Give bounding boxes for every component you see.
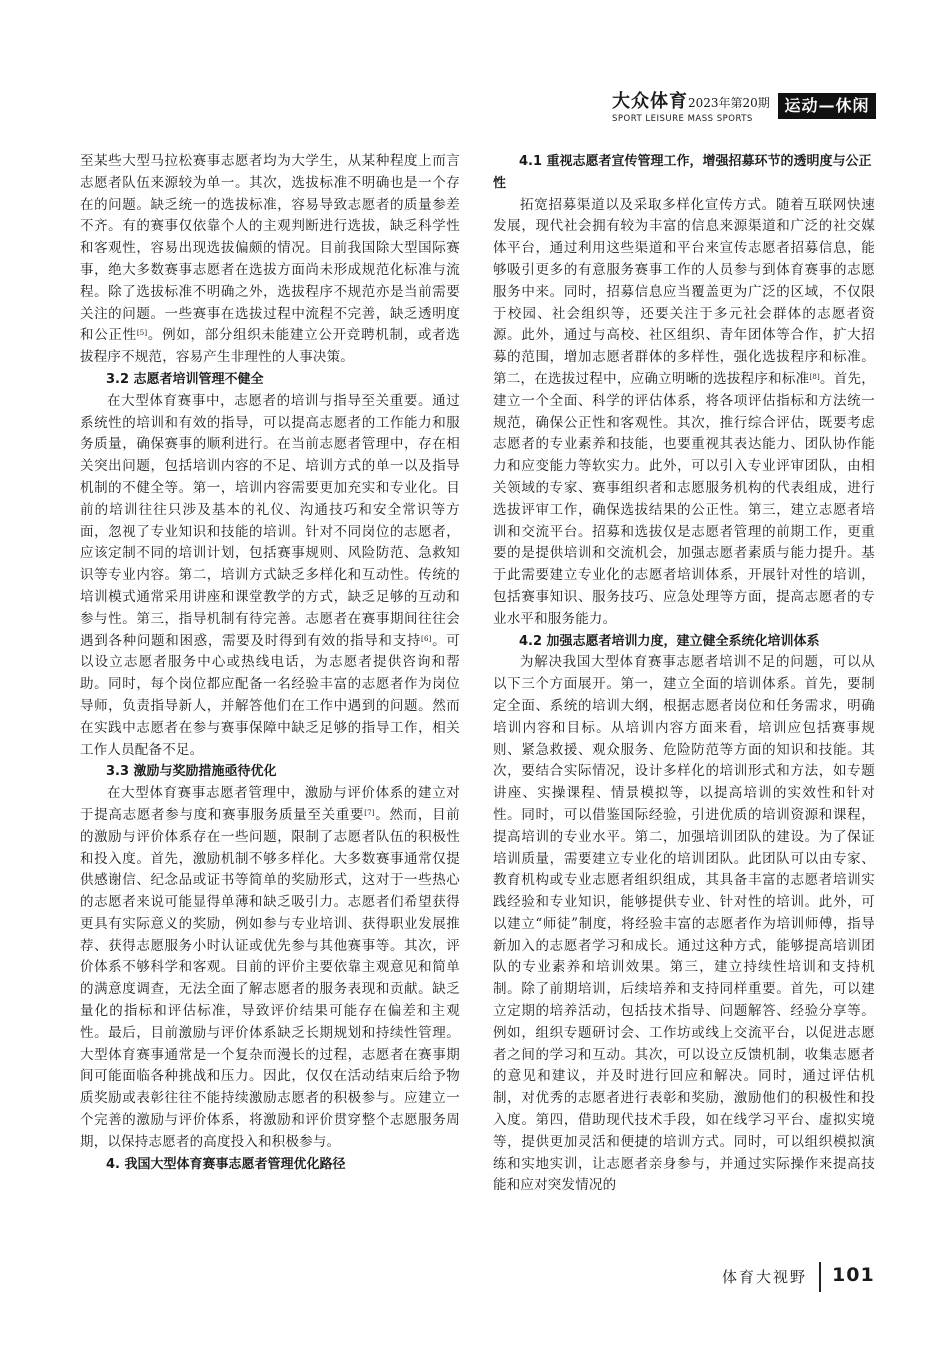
section-heading-4-1: 4.1 重视志愿者宣传管理工作，增强招募环节的透明度与公正性 [493,154,872,191]
paragraph: 在大型体育赛事志愿者管理中，激励与评价体系的建立对于提高志愿者参与度和赛事服务质量至关重要[7]。然而，目前的激励与评价体系存在一些问题，限制了志愿者队伍的积极性和投入度。首先，激励机制不够多样化。大多数赛事通常仅提供感谢信、纪念品或证书等简单的奖励形式，这对于一些热心的志愿者来说可能显得单薄和缺乏吸引力。志愿者们希望获得更具有实际意义的奖励，例如参与专业培训、获得职业发展推荐、获得志愿服务小时认证或优先参与其他赛事等。其次，评价体系不够科学和客观。目前的评价主要依靠主观意见和简单的满意度调查，无法全面了解志愿者的服务表现和贡献。缺乏量化的指标和评估标准，导致评价结果可能存在偏差和主观性。最后，目前激励与评价体系缺乏长期规划和持续性管理。大型体育赛事通常是一个复杂而漫长的过程，志愿者在赛事期间可能面临各种挑战和压力。因此，仅仅在活动结束后给予物质奖励或表彰往往不能持续激励志愿者的积极参与。应建立一个完善的激励与评价体系，将激励和评价贯穿整个志愿服务周期，以保持志愿者的高度投入和积极参与。 [80,785,460,1150]
page-number: 101 [832,1264,875,1286]
paragraph: 至某些大型马拉松赛事志愿者均为大学生，从某种程度上而言志愿者队伍来源较为单一。其次，选拔标准不明确也是一个存在的问题。缺乏统一的选拔标准，容易导致志愿者的质量参差不齐。有的赛事仅依靠个人的主观判断进行选拔，缺乏科学性和客观性，容易出现选拔偏颇的情况。目前我国除大型国际赛事，绝大多数赛事志愿者在选拔方面尚未形成规范化标准与流程。除了选拔标准不明确之外，选拔程序不规范亦是当前需要关注的问题。一些赛事在选拔过程中流程不完善，缺乏透明度和公正性[5]。例如，部分组织未能建立公开竞聘机制，或者选拔程序不规范，容易产生非理性的人事决策。 [80,153,460,366]
right-column [493,151,875,1197]
footer-section-label: 体育大视野 [722,1268,808,1286]
masthead [612,92,872,126]
journal-issue: 2023年第20期 [688,96,770,110]
section-heading-3-2: 3.2 志愿者培训管理不健全 [106,371,264,387]
paragraph: 在大型体育赛事中，志愿者的培训与指导至关重要。通过系统性的培训和有效的指导，可以提高志愿者的工作能力和服务质量，确保赛事的顺利进行。在当前志愿者管理中，存在相关突出问题，包括培训内容的不足、培训方式的单一以及指导机制的不健全等。第一，培训内容需要更加充实和专业化。目前的培训往往只涉及基本的礼仪、沟通技巧和安全常识等方面，忽视了专业知识和技能的培训。针对不同岗位的志愿者，应该定制不同的培训计划，包括赛事规则、风险防范、急救知识等专业内容。第二，培训方式缺乏多样化和互动性。传统的培训模式通常采用讲座和课堂教学的方式，缺乏足够的互动和参与性。第三，指导机制有待完善。志愿者在赛事期间往往会遇到各种问题和困惑，需要及时得到有效的指导和支持[6]。可以设立志愿者服务中心或热线电话，为志愿者提供咨询和帮助。同时，每个岗位都应配备一名经验丰富的志愿者作为岗位导师，负责指导新人，并解答他们在工作中遇到的问题。然而在实践中志愿者在参与赛事保障中缺乏足够的指导工作，相关工作人员配备不足。 [80,392,460,758]
section-heading-3-3: 3.3 激励与奖励措施亟待优化 [106,764,277,780]
page-footer [722,1262,882,1290]
citation-ref: [6] [421,634,432,643]
left-column [80,151,460,1175]
footer-divider [819,1262,821,1292]
journal-subtitle: SPORT LEISURE MASS SPORTS [612,114,753,124]
section-tag: 运动—休闲 [778,93,876,119]
section-heading-4-2: 4.2 加强志愿者培训力度，建立健全系统化培训体系 [519,633,820,649]
citation-ref: [8] [809,372,820,381]
citation-ref: [7] [364,808,375,817]
citation-ref: [5] [136,329,148,338]
paragraph: 拓宽招募渠道以及采取多样化宣传方式。随着互联网快速发展，现代社会拥有较为丰富的信息来源渠道和广泛的社交媒体平台，通过利用这些渠道和平台来宣传志愿者招募信息，能够吸引更多的有意服务赛事工作的人员参与到体育赛事的志愿服务中来。同时，招募信息应当覆盖更为广泛的区域，不仅限于校园、社会组织等，还要关注于多元社会群体的志愿者资源。此外，通过与高校、社区组织、青年团体等合作，扩大招募的范围，增加志愿者群体的多样性，强化选拔程序和标准。第二，在选拔过程中，应确立明晰的选拔程序和标准[8]。首先，建立一个全面、科学的评估体系，将各项评估指标和方法统一规范，确保公正性和客观性。其次，推行综合评估，既要考虑志愿者的专业素养和技能，也要重视其表达能力、团队协作能力和应变能力等软实力。此外，可以引入专业评审团队，由相关领域的专家、赛事组织者和志愿服务机构的代表组成，进行选拔评审工作，确保选拔结果的公正性。第三，建立志愿者培训和交流平台。招募和选拔仅是志愿者管理的前期工作，更重要的是提供培训和交流机会，加强志愿者素质与能力提升。基于此需要建立专业化的志愿者培训体系，开展针对性的培训，包括赛事知识、服务技巧、应急处理等方面，提高志愿者的专业水平和服务能力。 [493,196,875,627]
journal-title [612,92,770,113]
section-heading-4: 4. 我国大型体育赛事志愿者管理优化路径 [106,1156,346,1172]
journal-brand: 大众体育 [612,91,688,112]
paragraph: 为解决我国大型体育赛事志愿者培训不足的问题，可以从以下三个方面展开。第一，建立全面的培训体系。首先，要制定全面、系统的培训大纲，根据志愿者岗位和任务需求，明确培训内容和目标。从培训内容方面来看，培训应包括赛事规则、紧急救援、观众服务、危险防范等方面的知识和技能。其次，要结合实际情况，设计多样化的培训形式和方法，如专题讲座、实操课程、情景模拟等，以提高培训的实效性和针对性。同时，可以借鉴国际经验，引进优质的培训资源和课程，提高培训的专业水平。第二，加强培训团队的建设。为了保证培训质量，需要建立专业化的培训团队。此团队可以由专家、教育机构或专业志愿者组织组成，其具备丰富的志愿者培训实践经验和专业知识，能够提供专业、针对性的培训。此外，可以建立“师徒”制度，将经验丰富的志愿者作为培训师傅，指导新加入的志愿者学习和成长。通过这种方式，能够提高培训团队的专业素养和培训效果。第三，建立持续性培训和支持机制。除了前期培训，后续培养和支持同样重要。首先，可以建立定期的培养活动，包括技术指导、问题解答、经验分享等。例如，组织专题研讨会、工作坊或线上交流平台，以促进志愿者之间的学习和互动。其次，可以设立反馈机制，收集志愿者的意见和建议，并及时进行回应和解决。同时，通过评估机制，对优秀的志愿者进行表彰和奖励，激励他们的积极性和投入度。第四，借助现代技术手段，如在线学习平台、虚拟实境等，提供更加灵活和便捷的培训方式。同时，可以组织模拟演练和实地实训，让志愿者亲身参与，并通过实际操作来提高技能和应对突发情况的 [493,654,875,1194]
